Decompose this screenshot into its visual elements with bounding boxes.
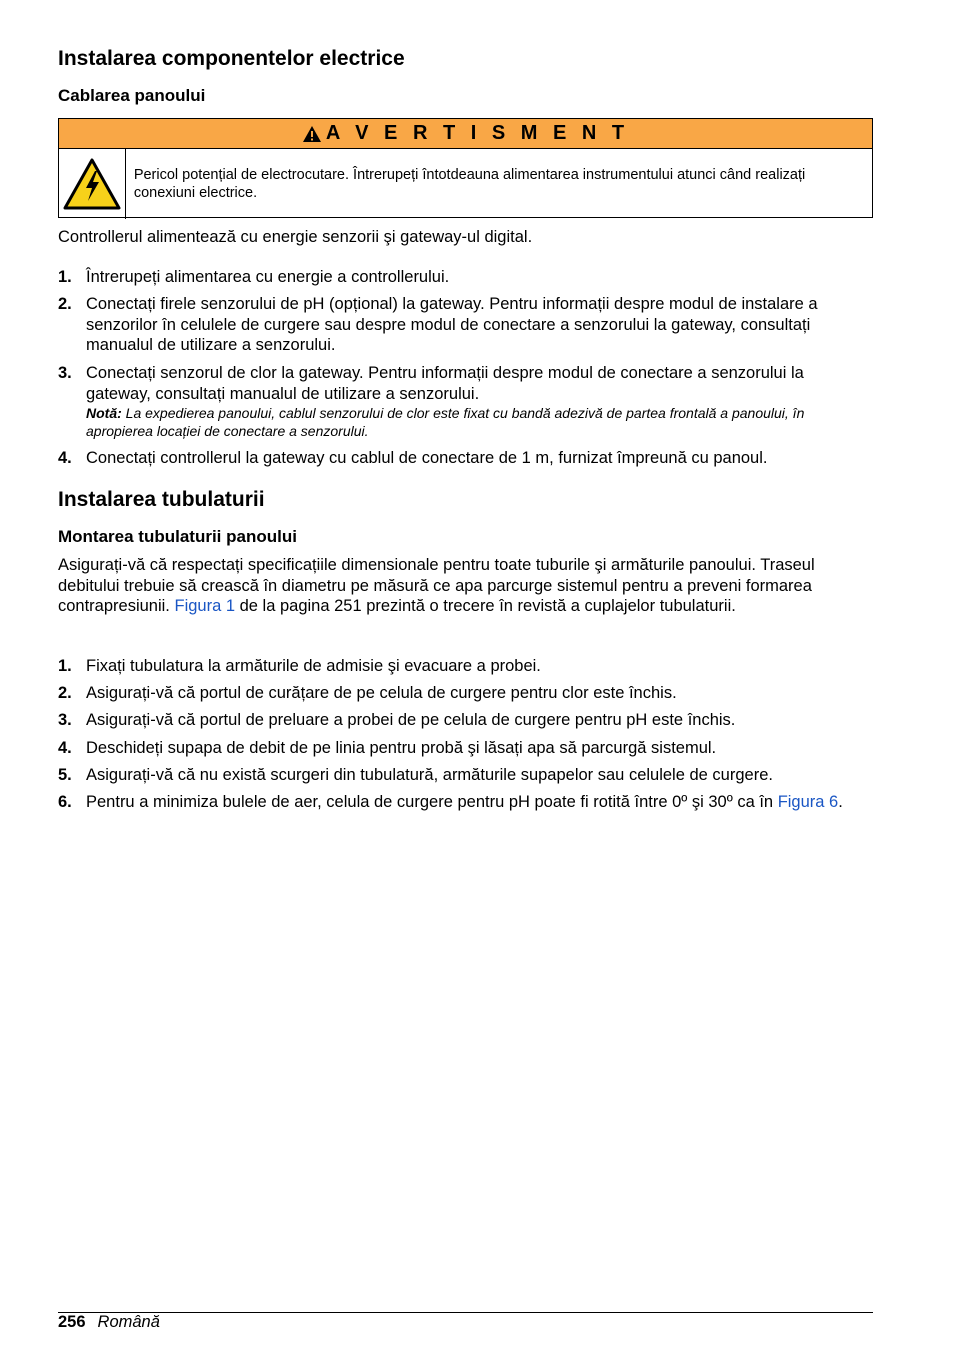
page-footer	[58, 1313, 160, 1332]
note-text: Notă: La expedierea panoului, cablul senzorului de clor este fixat cu bandă adezivă de partea frontală a panoului, în apropierea locației de conectare a senzorului.	[86, 405, 805, 439]
list-item: 5. Asigurați-vă că nu există scurgeri din tubulatură, armăturile supapelor sau celulele de curgere.	[58, 766, 773, 784]
intro-paragraph: Controllerul alimentează cu energie senzorii şi gateway-ul digital.	[58, 228, 533, 246]
list-item: 4. Deschideți supapa de debit de pe linia pentru probă şi lăsați apa să parcurgă sistemul.	[58, 739, 717, 757]
warning-text: Pericol potențial de electrocutare. Întrerupeți întotdeauna alimentarea instrumentului atunci când realizați conexiuni electrice.	[133, 167, 806, 201]
section-title-tubing: Instalarea tubulaturii	[58, 488, 265, 511]
figure-1-link[interactable]: Figura 1	[174, 597, 236, 615]
list-item: 3. Asigurați-vă că portul de preluare a probei de pe celula de curgere pentru pH este închis.	[58, 711, 736, 729]
subsection-title-wiring: Cablarea panoului	[58, 86, 206, 105]
figure-6-link[interactable]: Figura 6	[777, 793, 839, 811]
list-item: 6. Pentru a minimiza bulele de aer, celula de curgere pentru pH poate fi rotită între 0º şi 30º ca în Figura 6.	[58, 793, 843, 811]
warning-box	[58, 118, 873, 218]
list-item: 3. Conectați senzorul de clor la gateway. Pentru informații despre modul de conectare a senzorului la gateway, consultați manualul de utilizare a senzorului. Notă: La expedierea panoului, cablul senzorului de clor este fixat cu bandă adezivă de partea frontală a panoului, în apropierea locației de conectare a senzorului.	[58, 363, 873, 440]
page-number: 256	[58, 1313, 86, 1331]
list-item: 1. Fixați tubulatura la armăturile de admisie şi evacuare a probei.	[58, 657, 541, 675]
tubing-paragraph: Asigurați-vă că respectați specificațiile dimensionale pentru toate tuburile şi armăturile panoului. Traseul debitului trebuie să crească în diametru pe măsură ce apa parcurge sistemul pentru a preveni formarea contrapresiunii. Figura 1 de la pagina 251 prezintă o trecere în revistă a cuplajelor tubulaturii.	[58, 556, 815, 615]
section-title-electrical: Instalarea componentelor electrice	[58, 47, 405, 70]
subsection-title-tubing-mount: Montarea tubulaturii panoului	[58, 527, 297, 546]
warning-header	[59, 119, 872, 149]
warning-label: A V E R T I S M E N T	[325, 122, 630, 144]
list-item: 1. Întrerupeți alimentarea cu energie a controllerului.	[58, 268, 450, 286]
warning-triangle-icon	[302, 125, 322, 143]
electrical-hazard-icon	[62, 157, 122, 211]
list-item: 2. Asigurați-vă că portul de curățare de pe celula de curgere pentru clor este închis.	[58, 684, 677, 702]
footer-rule	[58, 1312, 873, 1313]
list-item: 2. Conectați firele senzorului de pH (opțional) la gateway. Pentru informații despre modul de instalare a senzorilor în celulele de curgere sau despre modul de conectare a senzorului la gateway, consultați manualul de utilizare a senzorului.	[58, 295, 818, 354]
footer-language: Română	[97, 1313, 160, 1331]
list-item: 4. Conectați controllerul la gateway cu cablul de conectare de 1 m, furnizat împreună cu panoul.	[58, 449, 768, 467]
